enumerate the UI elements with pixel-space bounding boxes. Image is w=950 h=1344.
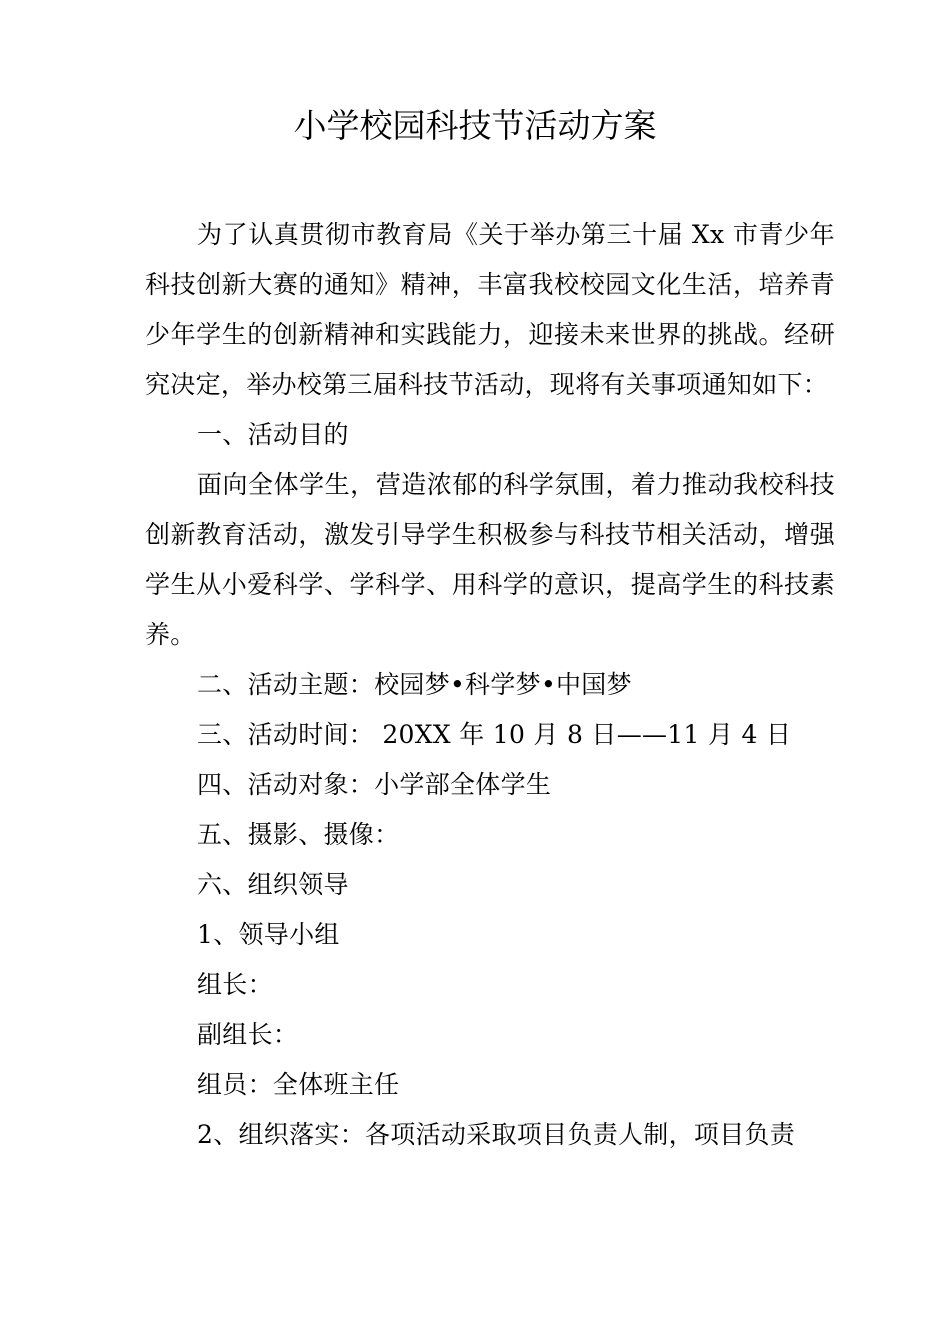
paragraph-purpose: 面向全体学生，营造浓郁的科学氛围，着力推动我校科技创新教育活动，激发引导学生积极参与科技节相关活动，增强学生从小爱科学、学科学、用科学的意识，提高学生的科技素养。 [145,470,835,649]
line-target: 四、活动对象：小学部全体学生 [197,770,552,799]
heading-organization: 六、组织领导 [197,870,349,899]
document-body [145,210,835,1160]
line-time: 三、活动时间： 20XX 年 10 月 8 日——11 月 4 日 [197,720,792,749]
line-implementation: 2、组织落实：各项活动采取项目负责人制，项目负责 [197,1120,796,1149]
line-leader: 组长： [197,970,273,999]
paragraph-intro: 为了认真贯彻市教育局《关于举办第三十届 Xx 市青少年科技创新大赛的通知》精神，丰富我校校园文化生活，培养青少年学生的创新精神和实践能力，迎接未来世界的挑战。经研究决定，举办校第三届科技节活动，现将有关事项通知如下： [145,220,835,399]
line-leadership-group: 1、领导小组 [197,920,340,949]
line-deputy-leader: 副组长： [197,1020,299,1049]
heading-purpose: 一、活动目的 [197,420,349,449]
line-theme: 二、活动主题：校园梦•科学梦•中国梦 [197,670,632,699]
document-title: 小学校园科技节活动方案 [293,106,657,145]
line-photography: 五、摄影、摄像： [197,820,400,849]
line-members: 组员：全体班主任 [197,1070,400,1099]
